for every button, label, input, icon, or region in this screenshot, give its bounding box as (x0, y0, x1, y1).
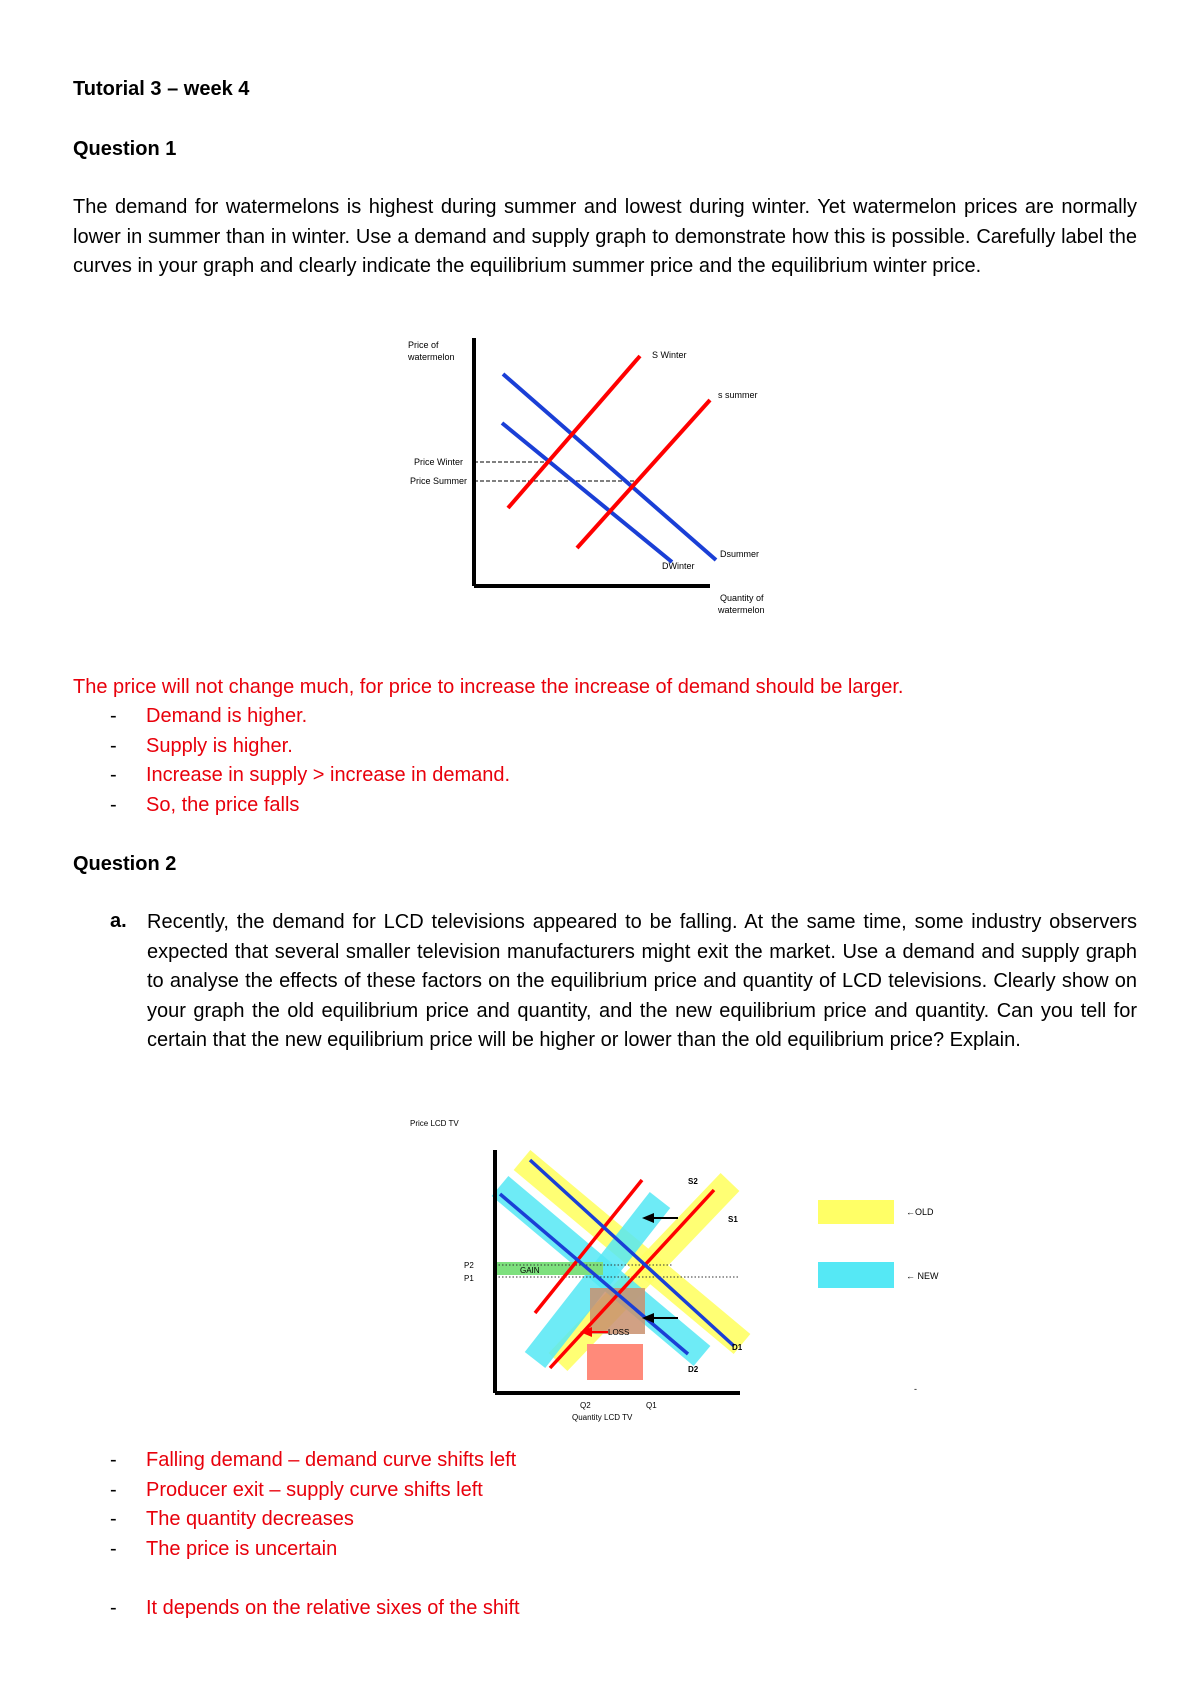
list-item: - So, the price falls (110, 793, 300, 816)
s-winter-label: S Winter (652, 350, 687, 360)
y-axis-label-line2: watermelon (408, 352, 455, 362)
x-axis-label-line1: Quantity of (720, 593, 764, 603)
loss-area-lower (587, 1344, 643, 1380)
lcd-tv-supply-demand-graph (410, 1110, 960, 1422)
s1-label: S1 (728, 1215, 738, 1224)
question-2a-text: Recently, the demand for LCD televisions appeared to be falling. At the same time, some industry observers expected that several smaller television manufacturers might exit the market. Use a demand and supply graph to analyse the effects of these factors on the equilibrium price and quantity of LCD televisions. Clearly show on your graph the old equilibrium price and quantity, and the new equilibrium price and quantity. Can you tell for certain that the new equilibrium price will be higher or lower than the old equilibrium price? Explain. (147, 911, 1137, 1051)
supply-summer-curve (577, 400, 710, 548)
price-winter-label: Price Winter (414, 457, 464, 467)
question-1-heading: Question 1 (73, 138, 177, 160)
question-1-answer-list (73, 702, 510, 820)
d-winter-label: DWinter (662, 561, 695, 571)
d2-label: D2 (688, 1365, 699, 1374)
supply-winter-curve (508, 356, 640, 508)
loss-label: LOSS (608, 1328, 630, 1337)
list-item: - Falling demand – demand curve shifts left (110, 1449, 517, 1471)
p1-label: P1 (464, 1274, 474, 1283)
question-2-final-point (73, 1594, 520, 1624)
d1-label: D1 (732, 1343, 743, 1352)
list-item: - Increase in supply > increase in demand. (110, 764, 511, 786)
list-item: - Producer exit – supply curve shifts left (110, 1478, 483, 1501)
q1-label: Q1 (646, 1401, 657, 1410)
s2-label: S2 (688, 1177, 698, 1186)
y-axis-label: Price LCD TV (410, 1119, 459, 1128)
list-item: - The price is uncertain (110, 1537, 338, 1560)
list-item: - Supply is higher. (110, 734, 293, 757)
demand-winter-curve (502, 423, 672, 562)
x-axis-label-line2: watermelon (718, 605, 765, 615)
question-2-answer-list (73, 1446, 516, 1564)
legend-old-swatch (818, 1200, 894, 1224)
question-1-text: The demand for watermelons is highest during summer and lowest during winter. Yet watermelon prices are normally lower in summer than in winter. Use a demand and supply graph to demonstrate how this is possible. Carefully label the curves in your graph and clearly indicate the equilibrium summer price and the equilibrium winter price. (73, 196, 1137, 277)
p2-label: P2 (464, 1261, 474, 1270)
q2-label: Q2 (580, 1401, 591, 1410)
legend-old-label: ←OLD (906, 1207, 934, 1217)
x-axis-label: Quantity LCD TV (572, 1413, 633, 1422)
question-2-heading: Question 2 (73, 853, 177, 875)
question-1-answer-intro: The price will not change much, for price to increase the increase of demand should be larger. (73, 676, 904, 698)
d-summer-label: Dsummer (720, 549, 760, 559)
legend-new-swatch (818, 1262, 894, 1288)
y-axis-label-line1: Price of (408, 340, 439, 350)
document-title: Tutorial 3 – week 4 (73, 78, 250, 100)
list-item: - It depends on the relative sixes of the shift (110, 1597, 520, 1619)
list-item: - The quantity decreases (110, 1508, 354, 1530)
legend-new-label: ← NEW (906, 1271, 939, 1281)
watermelon-supply-demand-graph (400, 330, 800, 630)
gain-label: GAIN (520, 1266, 540, 1275)
price-summer-label: Price Summer (410, 476, 468, 486)
question-2a-letter: a. (110, 910, 127, 932)
s-summer-label: s summer (718, 390, 758, 400)
demand-summer-curve (503, 374, 716, 560)
list-item: - Demand is higher. (110, 705, 308, 727)
stray-mark: - (914, 1384, 917, 1394)
